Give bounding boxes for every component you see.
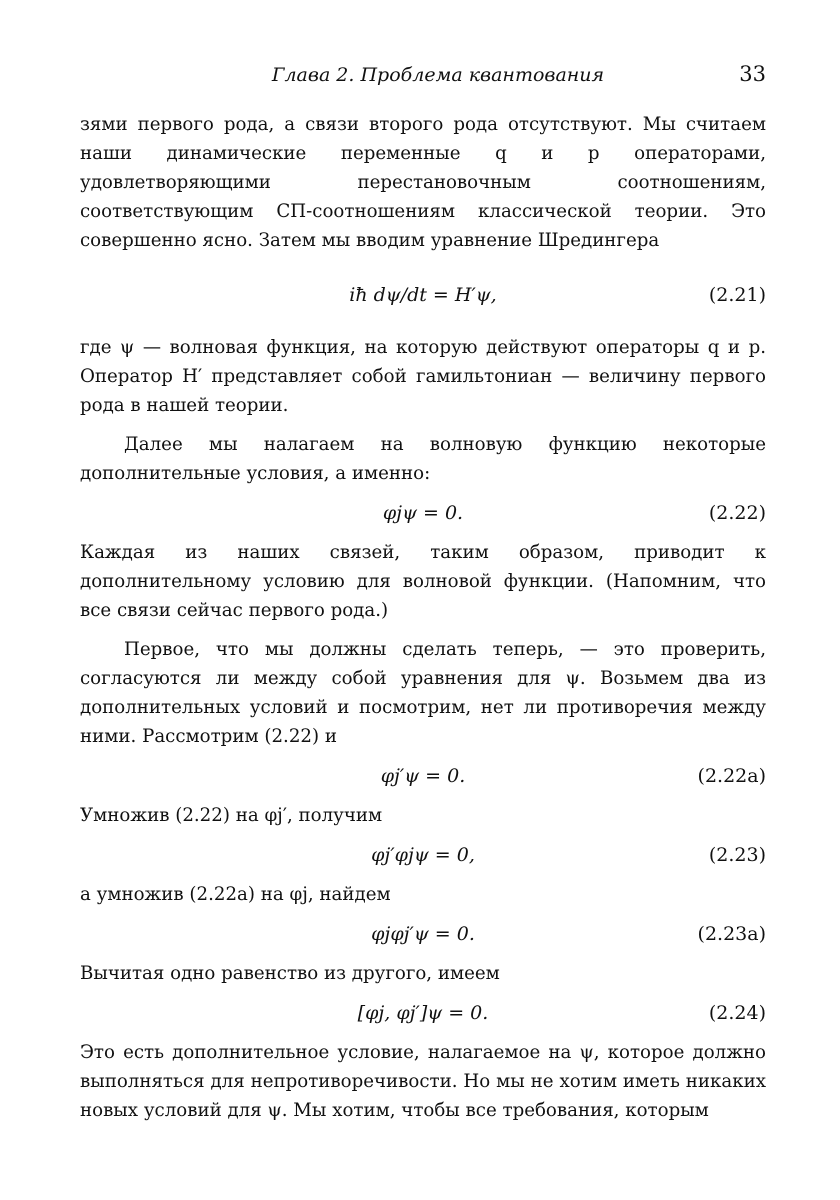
equation-2-22 — [80, 493, 766, 533]
equation-number: (2.23) — [708, 844, 766, 866]
equation-2-21 — [80, 265, 766, 325]
equation-formula: φj′φjψ = 0, — [371, 844, 475, 866]
paragraph-8: Вычитая одно равенство из другого, имеем — [80, 963, 500, 984]
equation-number: (2.21) — [708, 284, 766, 306]
paragraph-6: Умножив (2.22) на φj′, получим — [80, 805, 383, 826]
paragraph-3: Далее мы налагаем на волновую функцию некоторые дополнительные условия, а именно: — [80, 434, 766, 484]
equation-formula: φjψ = 0. — [382, 502, 464, 524]
equation-2-23 — [80, 835, 766, 875]
equation-number: (2.22) — [708, 502, 766, 524]
equation-2-22a — [80, 756, 766, 796]
equation-formula: φjφj′ψ = 0. — [371, 923, 475, 945]
equation-2-23a — [80, 914, 766, 954]
paragraph-9: Это есть дополнительное условие, налагаемое на ψ, которое должно выполняться для непротиворечивости. Но мы не хотим иметь никаких новых условий для ψ. Мы хотим, чтобы все требования, которым — [80, 1042, 766, 1121]
equation-formula: iħ dψ/dt = H′ψ, — [349, 284, 497, 306]
page-header — [80, 64, 766, 94]
page-body — [80, 110, 766, 1125]
equation-number: (2.24) — [708, 1002, 766, 1024]
page-number: 33 — [739, 62, 766, 86]
equation-number: (2.23a) — [697, 923, 766, 945]
equation-formula: [φj, φj′]ψ = 0. — [357, 1002, 489, 1024]
paragraph-4: Каждая из наших связей, таким образом, приводит к дополнительному условию для волновой функции. (Напомним, что все связи сейчас первого рода.) — [80, 542, 766, 621]
paragraph-2: где ψ — волновая функция, на которую действуют операторы q и p. Оператор H′ представляет собой гамильтониан — величину первого рода в нашей теории. — [80, 337, 766, 416]
equation-formula: φj′ψ = 0. — [380, 765, 466, 787]
equation-number: (2.22a) — [697, 765, 766, 787]
paragraph-1: зями первого рода, а связи второго рода отсутствуют. Мы считаем наши динамические переменные q и p операторами, удовлетворяющими перестановочным соотношениям, соответствующим СП-соотношениям классической теории. Это совершенно ясно. Затем мы вводим уравнение Шредингера — [80, 114, 766, 251]
running-title: Глава 2. Проблема квантования — [271, 64, 605, 86]
equation-2-24 — [80, 993, 766, 1033]
paragraph-5: Первое, что мы должны сделать теперь, — это проверить, согласуются ли между собой уравнения для ψ. Возьмем два из дополнительных условий и посмотрим, нет ли противоречия между ними. Рассмотрим (2.22) и — [80, 639, 766, 747]
paragraph-7: а умножив (2.22а) на φj, найдем — [80, 884, 391, 905]
